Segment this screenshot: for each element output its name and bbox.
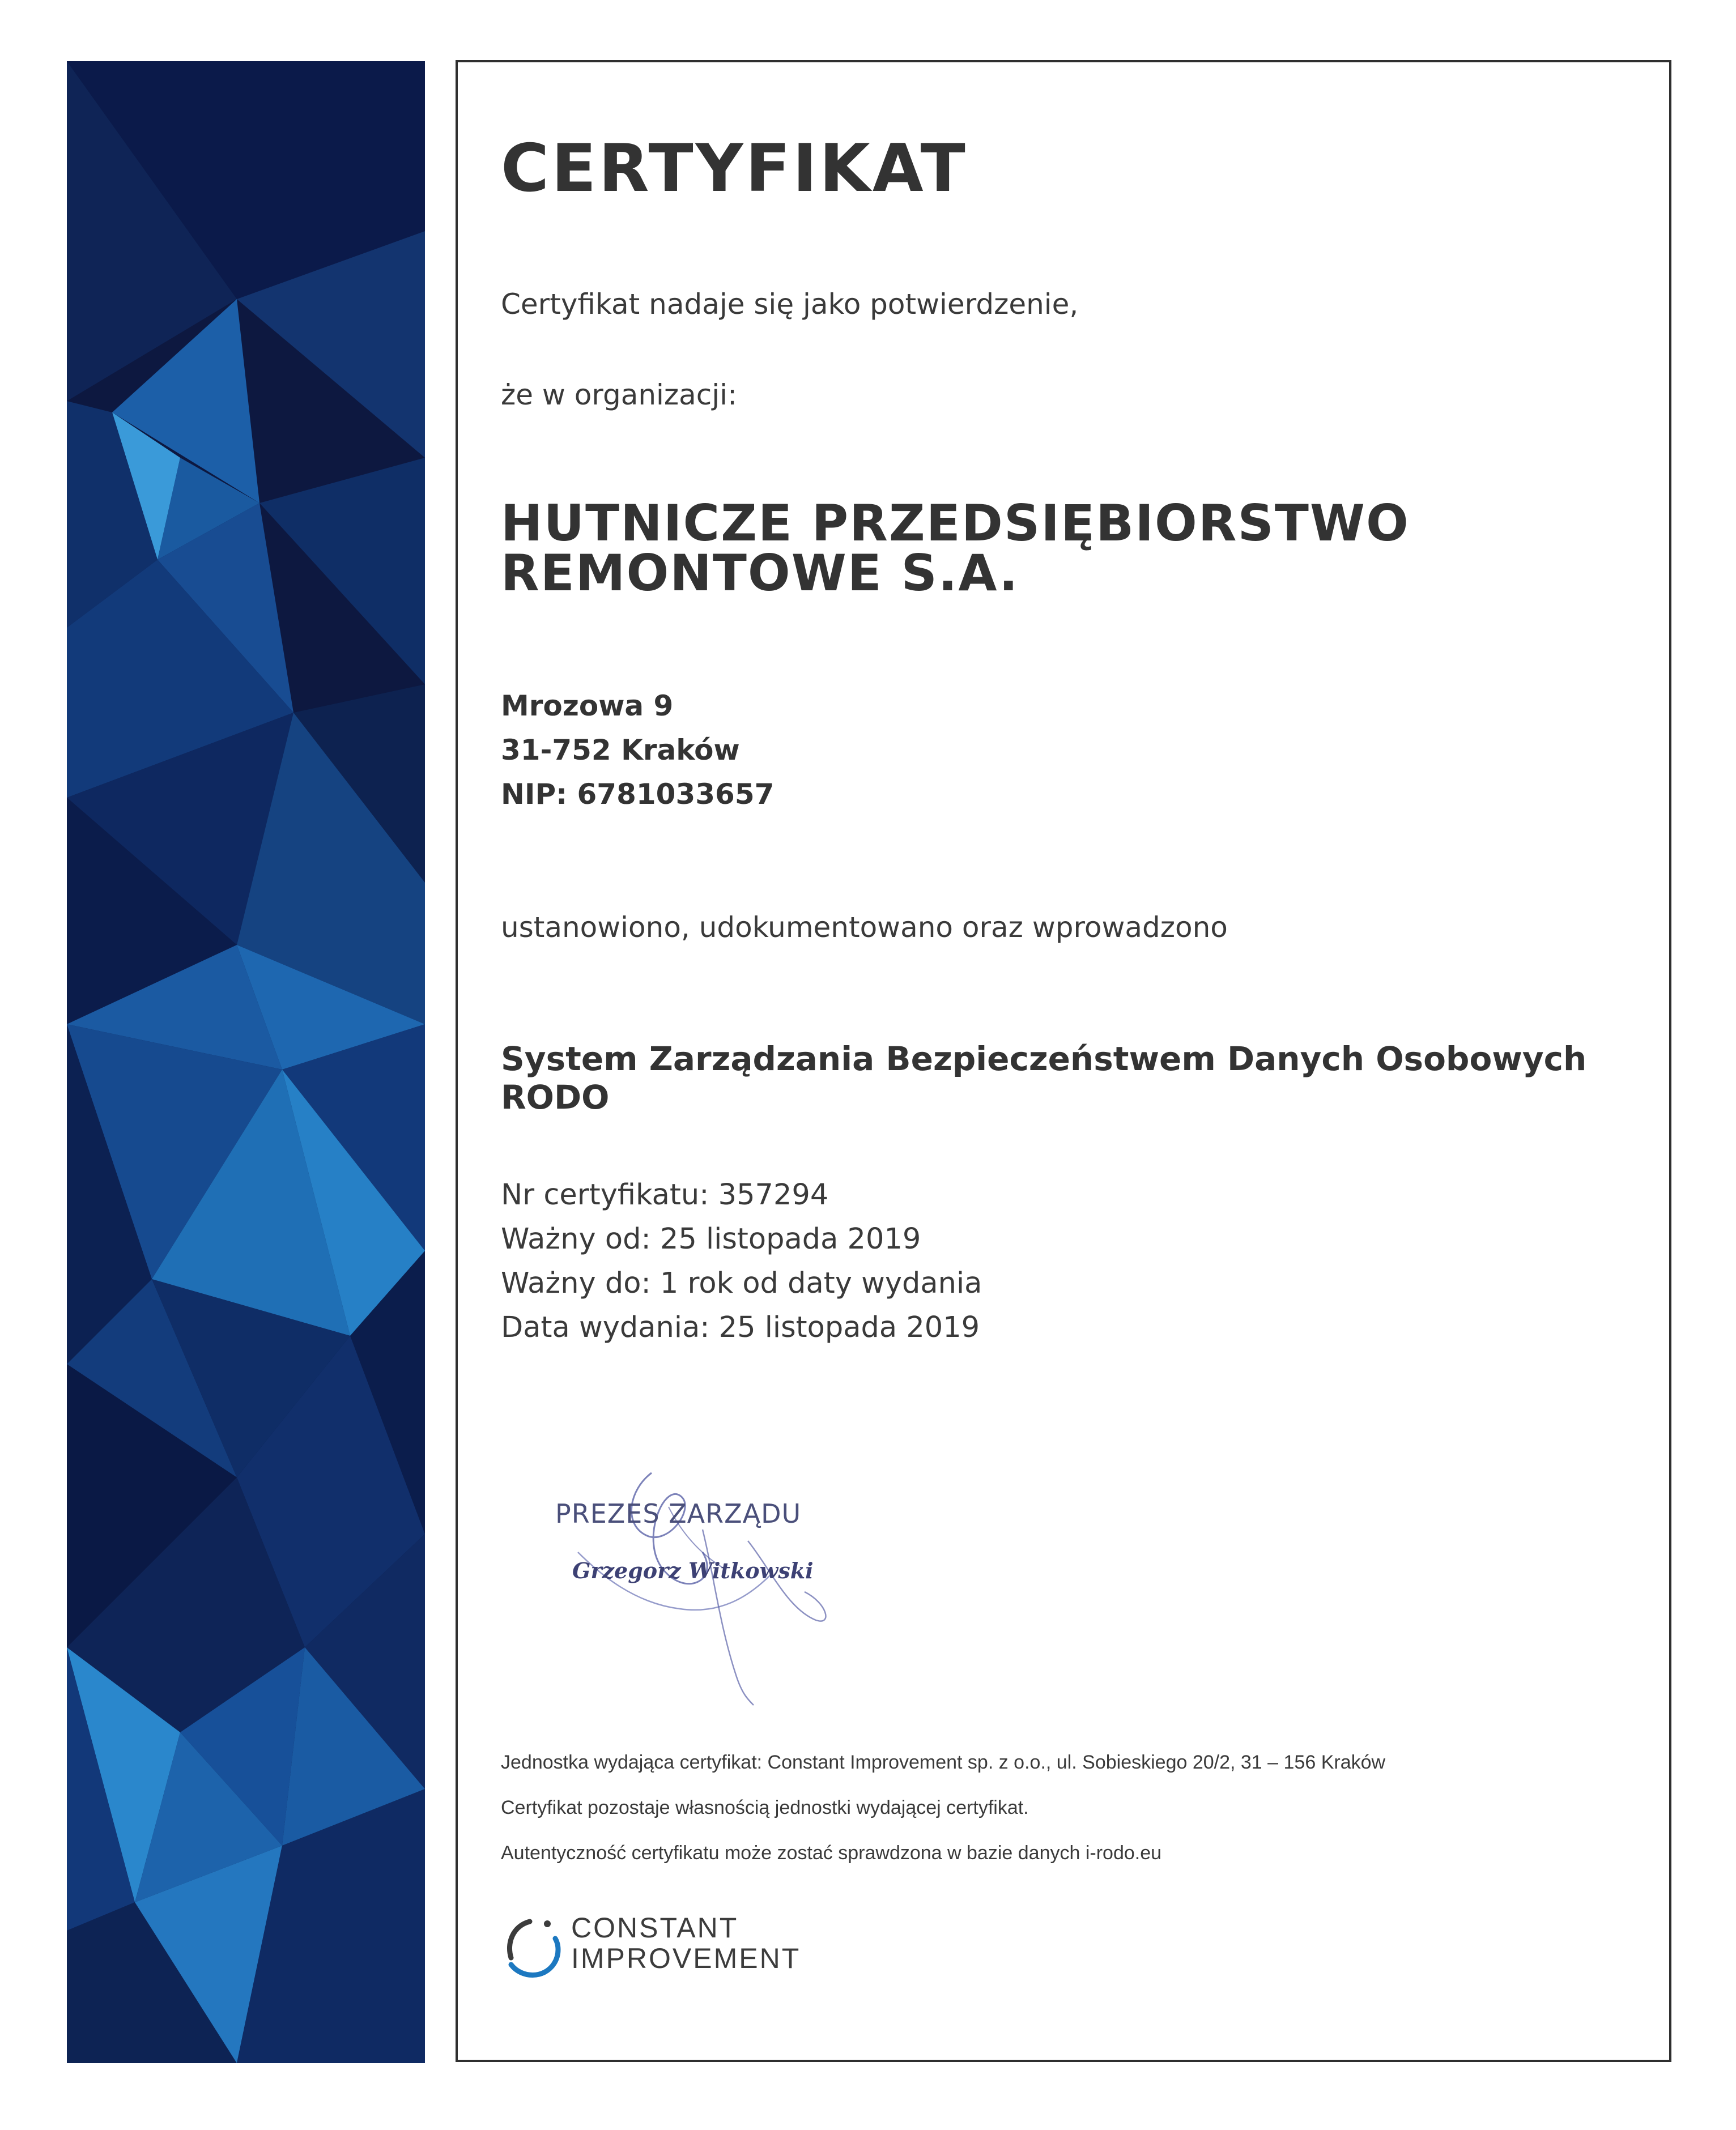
- organization-name-line-2: REMONTOWE S.A.: [501, 544, 1019, 602]
- stamp-position: PREZES ZARZĄDU: [555, 1498, 802, 1529]
- system-name: System Zarządzania Bezpieczeństwem Danych Osobowych RODO: [501, 1040, 1587, 1117]
- logo-text-line-1: CONSTANT: [571, 1912, 739, 1944]
- footer-verification: Autentyczność certyfikatu może zostać sprawdzona w bazie danych i-rodo.eu: [501, 1842, 1162, 1864]
- constant-improvement-logo: [499, 1909, 816, 1983]
- certificate-number: Nr certyfikatu: 357294: [501, 1178, 829, 1212]
- organization-name-line-1: HUTNICZE PRZEDSIĘBIORSTWO: [501, 494, 1410, 552]
- logo-text-line-2: IMPROVEMENT: [571, 1942, 801, 1974]
- logo-mark-icon: [499, 1909, 567, 1983]
- decorative-side-panel: [67, 61, 425, 2063]
- intro-line-1: Certyfikat nadaje się jako potwierdzenie,: [501, 288, 1079, 321]
- valid-to: Ważny do: 1 rok od daty wydania: [501, 1267, 982, 1300]
- polygon-pattern: [67, 61, 425, 2063]
- statement-text: ustanowiono, udokumentowano oraz wprowadzono: [501, 911, 1228, 944]
- address-street: Mrozowa 9: [501, 689, 674, 722]
- stamp-name: Grzegorz Witkowski: [572, 1558, 814, 1583]
- certificate-title: CERTYFIKAT: [501, 130, 968, 207]
- organization-name: [501, 494, 1410, 602]
- logo-text: [571, 1912, 801, 1974]
- issue-date: Data wydania: 25 listopada 2019: [501, 1311, 980, 1344]
- address-city: 31-752 Kraków: [501, 734, 740, 766]
- intro-line-2: że w organizacji:: [501, 378, 737, 411]
- valid-from: Ważny od: 25 listopada 2019: [501, 1222, 921, 1256]
- footer-issuer: Jednostka wydająca certyfikat: Constant Improvement sp. z o.o., ul. Sobieskiego 20/2, 31 – 156 Kraków: [501, 1752, 1386, 1773]
- nip-number: NIP: 6781033657: [501, 778, 775, 811]
- footer-ownership: Certyfikat pozostaje własnością jednostki wydającej certyfikat.: [501, 1797, 1029, 1818]
